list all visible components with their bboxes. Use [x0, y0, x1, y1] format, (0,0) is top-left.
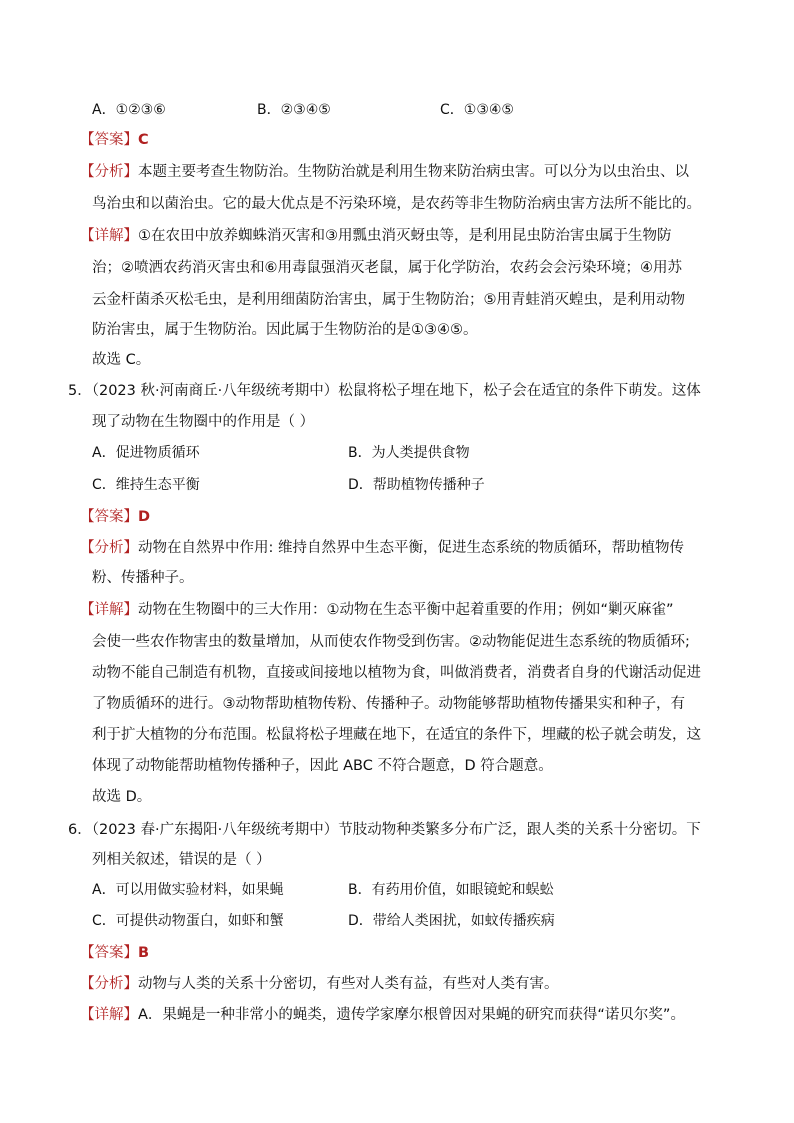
- q6-detail-line: 【详解】A．果蝇是一种非常小的蝇类，遗传学家摩尔根曾因对果蝇的研究而获得“诺贝尔奖”。: [80, 1007, 685, 1023]
- q4-option-c: C．①③④⑤: [440, 102, 514, 118]
- q6-answer: [80, 943, 149, 963]
- answer-tag: 【答案】: [80, 132, 138, 148]
- answer-value: D: [138, 509, 151, 525]
- q6-option-d: D．带给人类困扰，如蚊传播疾病: [348, 913, 555, 929]
- detail-tag: 【详解】: [80, 602, 138, 618]
- q4-analysis-line-2: 鸟治虫和以菌治虫。它的最大优点是不污染环境，是农药等非生物防治病虫害方法所不能比的。: [92, 196, 701, 212]
- q4-detail-line-3: 云金杆菌杀灭松毛虫，是利用细菌防治害虫，属于生物防治；⑤用青蛙消灭蝗虫，是利用动物: [92, 292, 685, 308]
- q6-analysis-line: 【分析】动物与人类的关系十分密切，有些对人类有益，有些对人类有害。: [80, 976, 559, 992]
- q5-option-d: D．帮助植物传播种子: [348, 477, 485, 493]
- q5-stem-line-2: 现了动物在生物圈中的作用是（ ）: [92, 414, 315, 430]
- answer-value: B: [138, 945, 150, 961]
- q5-conclusion: 故选 D。: [92, 789, 152, 805]
- q4-detail-line-2: 治；②喷洒农药消灭害虫和⑥用毒鼠强消灭老鼠，属于化学防治，农药会会污染环境；④用苏: [92, 260, 682, 276]
- q4-answer: [80, 130, 149, 150]
- answer-tag: 【答案】: [80, 945, 138, 961]
- q6-option-a: A．可以用做实验材料，如果蝇: [92, 882, 284, 898]
- q6-stem-line-1: 6．（2023 春·广东揭阳·八年级统考期中）节肢动物种类繁多分布广泛，跟人类的关系十分密切。下: [68, 822, 701, 838]
- detail-tag: 【详解】: [80, 1007, 138, 1023]
- q4-option-a: A．①②③⑥: [92, 102, 166, 118]
- answer-tag: 【答案】: [80, 509, 138, 525]
- q5-option-a: A．促进物质循环: [92, 445, 200, 461]
- analysis-tag: 【分析】: [80, 164, 138, 180]
- q4-detail-line-1: 【详解】①在农田中放养蜘蛛消灭害和③用瓢虫消灭蚜虫等，是利用昆虫防治害虫属于生物防: [80, 228, 672, 244]
- q4-option-b: B．②③④⑤: [257, 102, 331, 118]
- q5-option-c: C．维持生态平衡: [92, 477, 200, 493]
- q5-detail-line-6: 体现了动物能帮助植物传播种子，因此 ABC 不符合题意，D 符合题意。: [92, 758, 553, 774]
- q4-analysis-line-1: 【分析】本题主要考查生物防治。生物防治就是利用生物来防治病虫害。可以分为以虫治虫、以: [80, 164, 689, 180]
- q5-answer: [80, 507, 150, 527]
- q5-detail-line-4: 了物质循环的进行。③动物帮助植物传粉、传播种子。动物能够帮助植物传播果实和种子，有: [92, 696, 685, 712]
- q5-analysis-line-2: 粉、传播种子。: [92, 570, 194, 586]
- q4-conclusion: 故选 C。: [92, 352, 151, 368]
- q5-detail-line-5: 利于扩大植物的分布范围。松鼠将松子埋藏在地下，在适宜的条件下，埋藏的松子就会萌发，这: [92, 727, 701, 743]
- analysis-tag: 【分析】: [80, 540, 138, 556]
- analysis-tag: 【分析】: [80, 976, 138, 992]
- q6-option-b: B．有药用价值，如眼镜蛇和蜈蚣: [348, 882, 554, 898]
- q5-stem-line-1: 5．（2023 秋·河南商丘·八年级统考期中）松鼠将松子埋在地下，松子会在适宜的条件下萌发。这体: [68, 383, 701, 399]
- q5-detail-line-2: 会使一些农作物害虫的数量增加，从而使农作物受到伤害。②动物能促进生态系统的物质循环;: [92, 634, 690, 650]
- detail-tag: 【详解】: [80, 228, 138, 244]
- q4-detail-line-4: 防治害虫，属于生物防治。因此属于生物防治的是①③④⑤。: [92, 322, 478, 338]
- answer-value: C: [138, 132, 149, 148]
- q6-option-c: C．可提供动物蛋白，如虾和蟹: [92, 913, 284, 929]
- q5-option-b: B．为人类提供食物: [348, 445, 470, 461]
- q5-detail-line-3: 动物不能自己制造有机物，直接或间接地以植物为食，叫做消费者，消费者自身的代谢活动促进: [92, 665, 701, 681]
- q6-stem-line-2: 列相关叙述，错误的是（ ）: [92, 852, 271, 868]
- q5-analysis-line-1: 【分析】动物在自然界中作用: 维持自然界中生态平衡，促进生态系统的物质循环，帮助植物传: [80, 540, 684, 556]
- q5-detail-line-1: 【详解】动物在生物圈中的三大作用：①动物在生态平衡中起着重要的作用；例如“剿灭麻雀”: [80, 602, 674, 618]
